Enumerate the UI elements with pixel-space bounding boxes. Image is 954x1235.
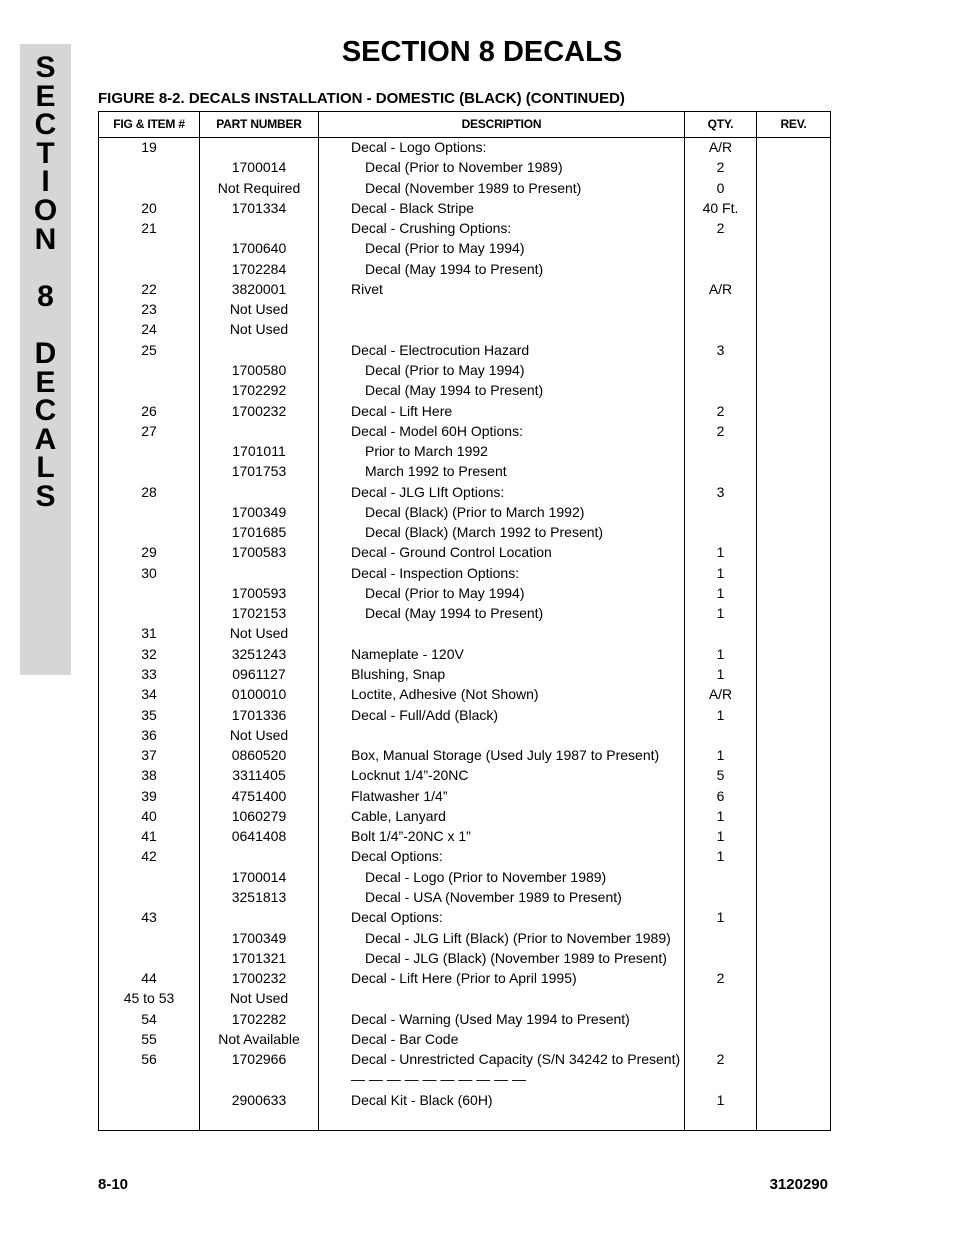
cell-qty: A/R [708,686,733,703]
cell-item-number: 41 [141,828,157,845]
cell-item-number: 40 [141,807,157,824]
cell-description: Decal - JLG LIft Options: [351,483,505,500]
cell-description: Decal - USA (November 1989 to Present) [365,888,622,905]
table-row [99,461,830,481]
cell-description: Decal - Unrestricted Capacity (S/N 34242 to Present) [351,1051,681,1068]
cell-qty: 1 [716,584,725,601]
cell-item-number: 23 [141,301,157,318]
cell-part-number: 1700349 [231,503,287,520]
cell-item-number: 36 [141,726,157,743]
cell-qty: 1 [716,828,725,845]
cell-description: Decal - Logo (Prior to November 1989) [365,868,607,885]
page-number: 8-10 [98,1176,129,1193]
cell-qty: 5 [716,767,725,784]
cell-item-number: 34 [141,686,157,703]
table-row [99,238,830,258]
cell-item-number: 45 to 53 [123,990,175,1007]
figure-title: FIGURE 8-2. DECALS INSTALLATION - DOMESTIC (BLACK) (CONTINUED) [98,90,625,107]
cell-item-number: 24 [141,321,157,338]
cell-description: Decal - Inspection Options: [351,564,520,581]
table-row [99,279,830,299]
side-tab-letter: C [34,394,57,428]
cell-description: Box, Manual Storage (Used July 1987 to Present) [351,747,660,764]
table-row [99,928,830,948]
cell-part-number: 1060279 [231,807,287,824]
cell-description: Rivet [351,280,383,297]
cell-qty: 1 [716,807,725,824]
cell-qty: 1 [716,1091,725,1108]
cell-qty: 1 [716,666,725,683]
side-tab-letter: L [36,451,55,485]
cell-part-number: 1700593 [231,584,287,601]
table-row [99,948,830,968]
cell-description: Blushing, Snap [351,666,446,683]
cell-part-number: 1702284 [231,260,287,277]
table-row [99,380,830,400]
cell-part-number: 4751400 [231,787,287,804]
header-description: DESCRIPTION [461,117,542,131]
cell-item-number: 44 [141,970,157,987]
cell-description: Decal Options: [351,909,443,926]
cell-description: Decal (May 1994 to Present) [365,382,544,399]
cell-qty: 1 [716,909,725,926]
document-number: 3120290 [769,1176,828,1193]
side-tab-letter: N [34,222,57,256]
side-tab-letter: T [36,136,55,170]
cell-item-number: 29 [141,544,157,561]
table-row [99,482,830,502]
cell-qty: 1 [716,848,725,865]
table-row [99,1049,830,1069]
table-row [99,340,830,360]
cell-part-number: 1702966 [231,1051,287,1068]
table-row [99,786,830,806]
page-title: SECTION 8 DECALS [341,36,623,68]
cell-description: — — — — — — — — — — [351,1071,527,1088]
side-tab-letter: 8 [37,279,54,313]
cell-description: Decal - JLG Lift (Black) (Prior to November 1989) [365,929,671,946]
cell-item-number: 42 [141,848,157,865]
cell-part-number: 1701011 [232,443,286,460]
side-tab-letter: C [34,108,57,142]
cell-description: Decal - Black Stripe [351,199,474,216]
parts-table [98,111,831,1131]
cell-qty: 1 [716,564,725,581]
cell-qty: 1 [716,706,725,723]
table-row [99,684,830,704]
cell-item-number: 33 [141,666,157,683]
cell-description: Decal (Prior to May 1994) [365,361,525,378]
side-tab-letter: I [41,165,50,199]
cell-item-number: 43 [141,909,157,926]
table-row [99,725,830,745]
cell-qty: 0 [716,179,725,196]
cell-qty: 3 [716,483,725,500]
cell-description: Decal (May 1994 to Present) [365,260,544,277]
cell-description: Flatwasher 1/4” [351,787,448,804]
cell-part-number: Not Used [229,726,289,743]
side-tab-letter: O [33,194,58,227]
cell-qty: 2 [716,970,725,987]
table-row [99,846,830,866]
cell-description: Locknut 1/4”-20NC [351,767,469,784]
cell-part-number: 3251813 [231,888,287,905]
cell-item-number: 55 [141,1030,157,1047]
table-row [99,826,830,846]
cell-part-number: Not Used [229,625,289,642]
cell-part-number: 1700580 [231,361,287,378]
side-tab-letter: E [35,365,56,399]
cell-item-number: 20 [141,199,157,216]
cell-part-number: 1702292 [231,382,287,399]
table-row [99,522,830,542]
cell-description: Decal - JLG (Black) (November 1989 to Present) [365,949,667,966]
table-row [99,178,830,198]
cell-description: Decal (November 1989 to Present) [365,179,582,196]
cell-item-number: 28 [141,483,157,500]
cell-part-number: 1700014 [231,868,287,885]
cell-qty: 2 [716,422,725,439]
cell-qty: 1 [716,605,725,622]
cell-part-number: 1700583 [231,544,287,561]
cell-part-number: 0100010 [231,686,287,703]
cell-item-number: 37 [141,747,157,764]
table-row [99,218,830,238]
cell-part-number: 1701336 [231,706,287,723]
table-row [99,765,830,785]
table-row [99,441,830,461]
cell-part-number: 0860520 [231,747,287,764]
table-row [99,563,830,583]
cell-description: Decal (May 1994 to Present) [365,605,544,622]
cell-part-number: 2900633 [231,1091,287,1108]
header-rev: REV. [780,117,807,131]
cell-part-number: 0961127 [232,666,286,683]
cell-item-number: 22 [141,280,157,297]
cell-part-number: Not Used [229,321,289,338]
cell-part-number: 1701334 [231,199,287,216]
side-tab-letter: E [35,79,56,113]
cell-description: Decal - Electrocution Hazard [351,341,530,358]
cell-item-number: 56 [141,1051,157,1068]
cell-item-number: 38 [141,767,157,784]
cell-part-number: Not Used [229,990,289,1007]
cell-item-number: 39 [141,787,157,804]
cell-description: Decal Kit - Black (60H) [351,1091,493,1108]
table-row [99,1090,830,1110]
cell-part-number: 1700232 [231,970,287,987]
cell-part-number: 1700640 [231,240,287,257]
table-row [99,542,830,562]
table-row [99,623,830,643]
table-row [99,583,830,603]
table-row [99,1069,830,1089]
cell-description: Decal (Black) (March 1992 to Present) [365,524,604,541]
cell-description: Decal (Black) (Prior to March 1992) [365,503,585,520]
cell-part-number: Not Required [217,179,301,196]
cell-description: Decal - Model 60H Options: [351,422,523,439]
cell-item-number: 31 [141,625,157,642]
cell-description: Decal - Bar Code [351,1030,459,1047]
cell-part-number: 1700232 [231,402,287,419]
cell-item-number: 26 [141,402,157,419]
cell-description: Decal (Prior to May 1994) [365,584,525,601]
cell-qty: 1 [716,747,725,764]
cell-part-number: 1701685 [231,524,287,541]
cell-description: Decal - Warning (Used May 1994 to Present) [351,1010,630,1027]
cell-qty: A/R [708,280,733,297]
table-row [99,887,830,907]
cell-qty: 2 [716,402,725,419]
table-row [99,421,830,441]
cell-qty: 3 [716,341,725,358]
cell-part-number: 3251243 [231,645,287,662]
cell-description: Decal (Prior to November 1989) [365,159,563,176]
cell-part-number: 1701321 [231,949,287,966]
cell-description: Prior to March 1992 [365,443,488,460]
table-row [99,360,830,380]
table-row [99,705,830,725]
table-row [99,1029,830,1049]
cell-description: Decal - Ground Control Location [351,544,552,561]
cell-qty: 1 [716,645,725,662]
header-part-number: PART NUMBER [216,117,302,131]
cell-item-number: 21 [141,220,157,237]
table-row [99,137,830,157]
table-row [99,988,830,1008]
cell-qty: 1 [716,544,725,561]
table-row [99,319,830,339]
cell-part-number: 1701753 [231,463,287,480]
cell-qty: 2 [716,1051,725,1068]
table-row [99,745,830,765]
cell-description: Decal (Prior to May 1994) [365,240,525,257]
table-row [99,198,830,218]
cell-part-number: 3311405 [232,767,286,784]
cell-description: Decal - Logo Options: [351,139,487,155]
cell-description: March 1992 to Present [365,463,507,480]
table-row [99,259,830,279]
cell-qty: 6 [716,787,725,804]
table-row [99,644,830,664]
cell-part-number: 0641408 [231,828,287,845]
cell-part-number: 1700349 [231,929,287,946]
side-tab-letter: S [35,480,56,513]
cell-description: Decal - Crushing Options: [351,220,512,237]
cell-part-number: Not Used [229,301,289,318]
table-row [99,401,830,421]
table-row [99,603,830,623]
cell-description: Nameplate - 120V [351,645,464,662]
table-row [99,299,830,319]
cell-description: Decal - Full/Add (Black) [351,706,499,723]
table-row [99,968,830,988]
header-qty: QTY. [707,117,734,131]
cell-description: Bolt 1/4”-20NC x 1” [351,828,471,845]
side-tab-letter: S [35,51,56,84]
table-row [99,907,830,927]
cell-part-number: Not Available [218,1030,300,1047]
cell-description: Cable, Lanyard [351,807,446,824]
cell-item-number: 30 [141,564,157,581]
cell-description: Decal - Lift Here (Prior to April 1995) [351,970,577,987]
cell-qty: 2 [716,220,725,237]
cell-part-number: 1702282 [231,1010,287,1027]
side-tab-letter: A [34,422,57,456]
cell-qty: A/R [708,139,733,155]
cell-part-number: 1702153 [231,605,287,622]
table-row [99,806,830,826]
cell-item-number: 54 [141,1010,157,1027]
table-row [99,502,830,522]
cell-item-number: 25 [141,341,157,358]
header-fig-item: FIG & ITEM # [113,117,185,131]
cell-item-number: 19 [141,139,157,155]
table-row [99,664,830,684]
cell-part-number: 1700014 [231,159,287,176]
cell-description: Loctite, Adhesive (Not Shown) [351,686,539,703]
cell-description: Decal - Lift Here [351,402,453,419]
table-row [99,1009,830,1029]
cell-qty: 2 [716,159,725,176]
cell-item-number: 35 [141,706,157,723]
cell-item-number: 32 [141,645,157,662]
cell-item-number: 27 [141,422,157,439]
side-tab-letter: D [34,337,57,370]
section-side-tab [20,44,71,675]
table-row [99,867,830,887]
cell-qty: 40 Ft. [702,199,739,216]
cell-part-number: 3820001 [231,280,287,297]
cell-description: Decal Options: [351,848,443,865]
table-row [99,157,830,177]
